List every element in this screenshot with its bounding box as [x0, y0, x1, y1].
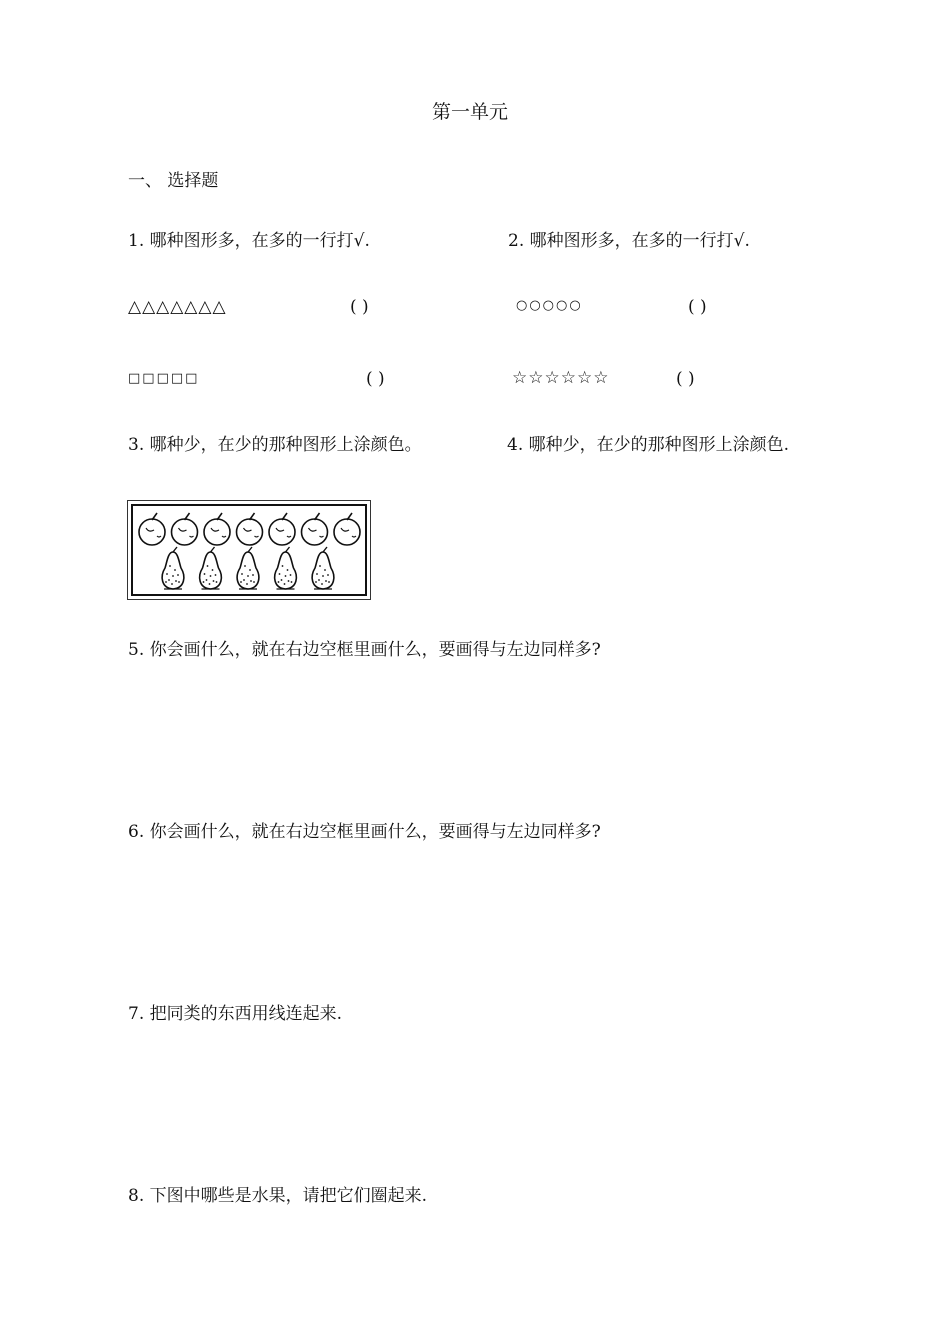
question-5: 5. 你会画什么，就在右边空框里画什么，要画得与左边同样多? — [128, 640, 601, 660]
square-row: □□□□□ — [128, 371, 200, 386]
section-heading: 一、 选择题 — [128, 171, 219, 191]
page-title: 第一单元 — [432, 101, 509, 123]
star-row: ☆☆☆☆☆☆ — [512, 368, 610, 388]
circle-row: ○○○○○ — [516, 298, 583, 313]
answer-blank-circles[interactable]: ( ) — [688, 297, 707, 317]
apples-pears-figure — [127, 500, 371, 600]
question-8: 8. 下图中哪些是水果，请把它们圈起来. — [128, 1186, 428, 1206]
triangle-row: △△△△△△△ — [128, 297, 227, 317]
answer-blank-triangles[interactable]: ( ) — [350, 297, 369, 317]
question-1: 1. 哪种图形多，在多的一行打√. — [128, 231, 370, 251]
question-4: 4. 哪种少，在少的那种图形上涂颜色. — [507, 435, 790, 455]
answer-blank-squares[interactable]: ( ) — [366, 369, 385, 389]
question-2: 2. 哪种图形多，在多的一行打√. — [508, 231, 750, 251]
question-6: 6. 你会画什么，就在右边空框里画什么，要画得与左边同样多? — [128, 822, 601, 842]
answer-blank-stars[interactable]: ( ) — [676, 369, 695, 389]
question-3: 3. 哪种少，在少的那种图形上涂颜色。 — [128, 435, 422, 455]
question-7: 7. 把同类的东西用线连起来. — [128, 1004, 343, 1024]
